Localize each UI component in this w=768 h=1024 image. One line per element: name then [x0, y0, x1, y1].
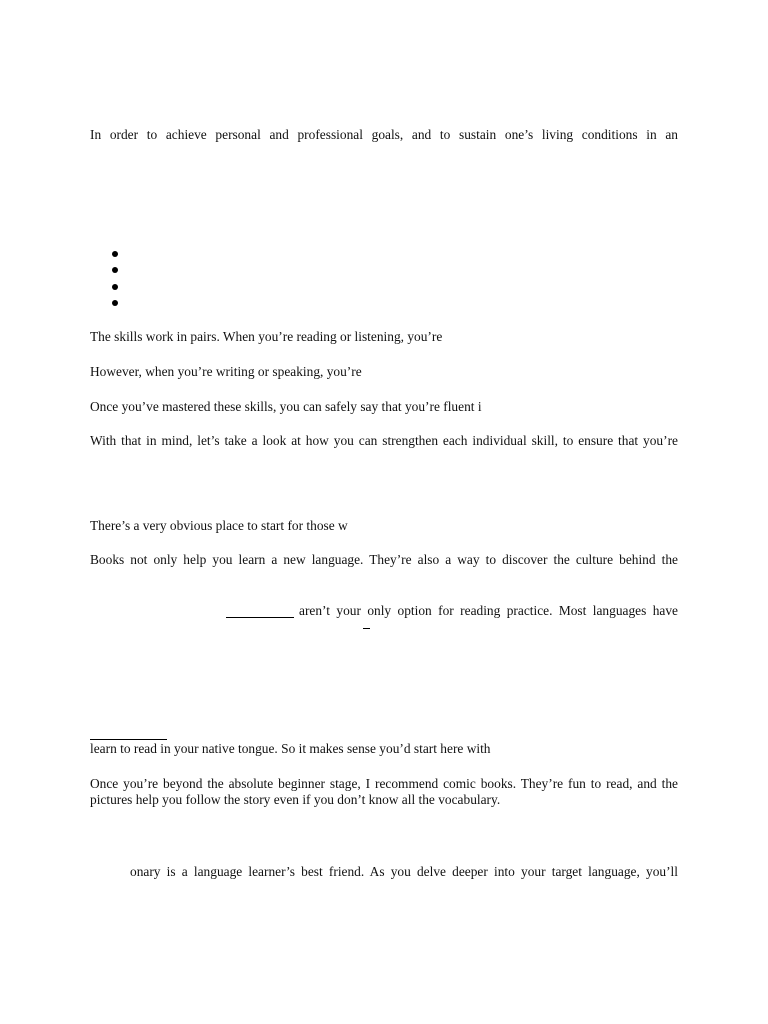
bullet-item	[112, 251, 118, 257]
paragraph-native-tongue: learn to read in your native tongue. So it makes sense you’d start here with	[90, 741, 491, 756]
paragraph-obvious-place: There’s a very obvious place to start for those w	[90, 518, 348, 533]
dash-mark	[363, 628, 370, 629]
paragraph-writing-speaking: However, when you’re writing or speaking, you’re	[90, 364, 362, 379]
paragraph-intro: In order to achieve personal and professional goals, and to sustain one’s living conditions in an	[90, 127, 678, 142]
paragraph-dictionary: onary is a language learner’s best friend. As you delve deeper into your target language, you’ll	[130, 864, 678, 879]
paragraph-reading-options: aren’t your only option for reading practice. Most languages have	[299, 603, 678, 618]
bullet-item	[112, 267, 118, 273]
paragraph-strengthen-skills: With that in mind, let’s take a look at how you can strengthen each individual skill, to ensure that you’re	[90, 433, 678, 448]
paragraph-skills-pairs: The skills work in pairs. When you’re reading or listening, you’re	[90, 329, 443, 344]
blank-underline	[226, 617, 294, 618]
blank-underline	[90, 739, 167, 740]
bullet-item	[112, 284, 118, 290]
paragraph-comic-books-line2: pictures help you follow the story even if you don’t know all the vocabulary.	[90, 792, 501, 807]
paragraph-mastered-skills: Once you’ve mastered these skills, you can safely say that you’re fluent i	[90, 399, 482, 414]
paragraph-books: Books not only help you learn a new language. They’re also a way to discover the culture behind the	[90, 552, 678, 567]
bullet-item	[112, 300, 118, 306]
paragraph-comic-books-line1: Once you’re beyond the absolute beginner stage, I recommend comic books. They’re fun to read, and the	[90, 776, 678, 791]
